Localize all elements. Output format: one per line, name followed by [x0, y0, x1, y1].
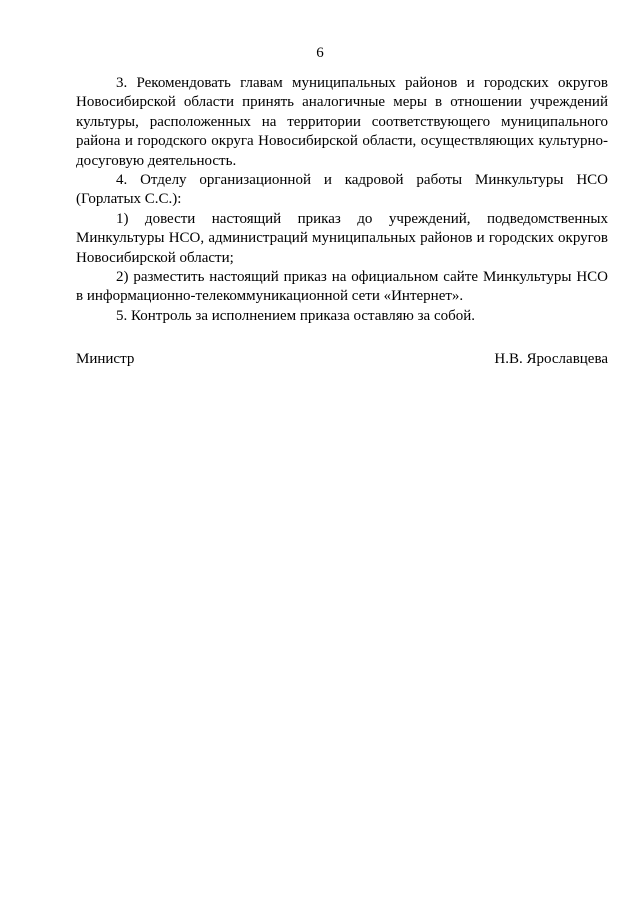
- paragraph-subitem-1: 1) довести настоящий приказ до учреждений, подведомственных Минкультуры НСО, администраций муниципальных районов и городских округов Новосибирской области;: [76, 210, 608, 266]
- paragraph-item-4: 4. Отделу организационной и кадровой работы Минкультуры НСО (Горлатых С.С.):: [76, 172, 608, 208]
- signatory-name: Н.В. Ярославцева: [494, 351, 608, 367]
- paragraph-subitem-2: 2) разместить настоящий приказ на официальном сайте Минкультуры НСО в информационно-телекоммуникационной сети «Интернет».: [76, 269, 608, 305]
- paragraph-item-3: 3. Рекомендовать главам муниципальных районов и городских округов Новосибирской области принять аналогичные меры в отношении учреждений культуры, расположенных на территории соответствующего муниципального района и городского округа Новосибирской области, осуществляющих культурно-досуговую деятельность.: [76, 75, 608, 169]
- signature-block: [76, 350, 608, 369]
- page-number: 6: [316, 45, 324, 61]
- signatory-position: Министр: [76, 351, 135, 367]
- paragraph-item-5: 5. Контроль за исполнением приказа оставляю за собой.: [116, 307, 476, 324]
- document-body: [76, 74, 608, 326]
